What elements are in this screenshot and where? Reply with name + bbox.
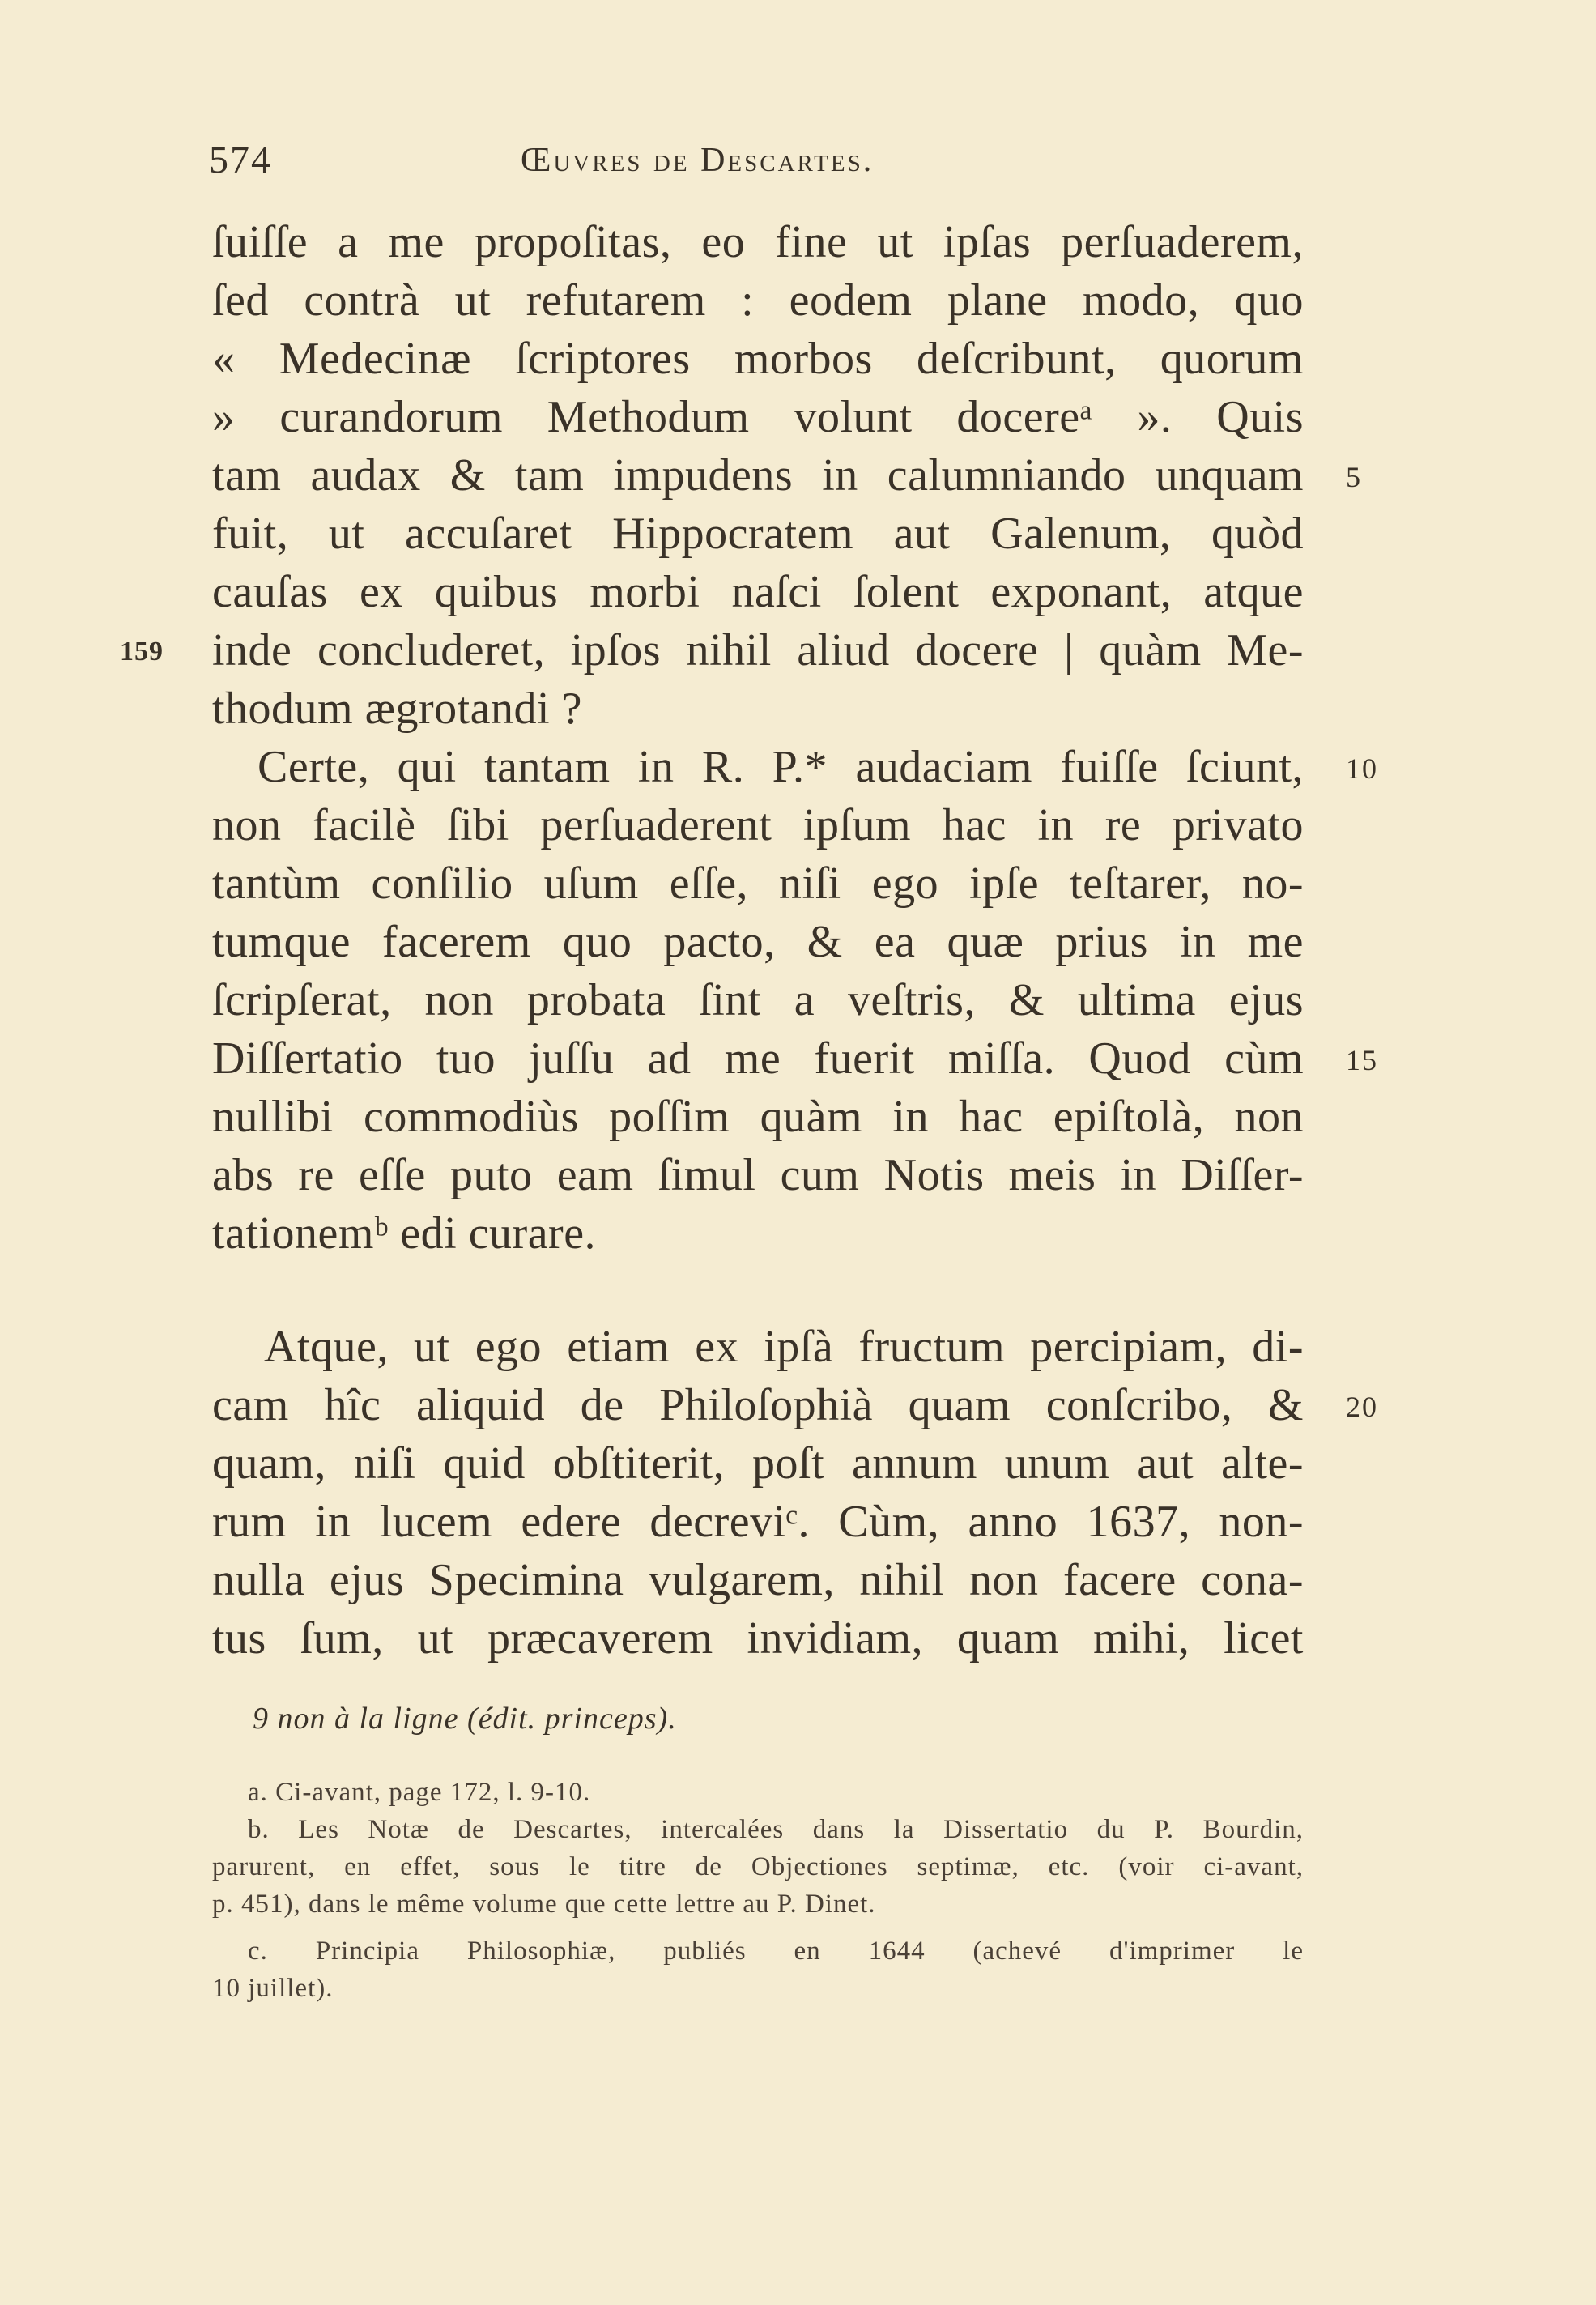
text-line: thodum ægrotandi ? bbox=[212, 684, 582, 734]
text-line: ſed contrà ut refutarem : eodem plane modo, quo bbox=[212, 275, 1304, 326]
text-line: non facilè ſibi perſuaderent ipſum hac in re privato bbox=[212, 800, 1304, 850]
text-line: cauſas ex quibus morbi naſci ſolent exponant, atque bbox=[212, 567, 1304, 617]
text-line: tantùm conſilio uſum eſſe, niſi ego ipſe teſtarer, no- bbox=[212, 859, 1304, 909]
text-line: fuit, ut accuſaret Hippocratem aut Galenum, quòd bbox=[212, 509, 1304, 559]
page-number: 574 bbox=[209, 138, 272, 181]
text-line: « Medecinæ ſcriptores morbos deſcribunt, quorum bbox=[212, 334, 1304, 384]
text-line: nullibi commodiùs poſſim quàm in hac epiſtolà, non bbox=[212, 1092, 1304, 1142]
text-line: rum in lucem edere decreviᶜ. Cùm, anno 1637, non- bbox=[212, 1497, 1304, 1547]
text-line: tus ſum, ut præcaverem invidiam, quam mihi, licet bbox=[212, 1613, 1304, 1664]
footnote: 10 juillet). bbox=[212, 1974, 334, 2003]
text-line: abs re eſſe puto eam ſimul cum Notis meis in Diſſer- bbox=[212, 1150, 1304, 1200]
text-line: tam audax & tam impudens in calumniando unquam bbox=[212, 450, 1304, 501]
text-line: Certe, qui tantam in R. P.* audaciam fuiſſe ſciunt, bbox=[257, 742, 1304, 792]
text-line: Diſſertatio tuo juſſu ad me fuerit miſſa. Quod cùm bbox=[212, 1033, 1304, 1084]
original-page-marker: 159 bbox=[120, 637, 164, 667]
text-line: inde concluderet, ipſos nihil aliud docere | quàm Me- bbox=[212, 625, 1304, 675]
text-line: » curandorum Methodum volunt docereᵃ ». Quis bbox=[212, 392, 1304, 442]
page-header bbox=[209, 138, 1304, 186]
footnote: b. Les Notæ de Descartes, intercalées dans la Dissertatio du P. Bourdin, bbox=[248, 1815, 1304, 1844]
line-number: 15 bbox=[1346, 1044, 1378, 1076]
text-line: cam hîc aliquid de Philoſophià quam conſcribo, & bbox=[212, 1380, 1304, 1430]
variant-note: 9 non à la ligne (édit. princeps). bbox=[253, 1702, 677, 1736]
text-line: quam, niſi quid obſtiterit, poſt annum unum aut alte- bbox=[212, 1438, 1304, 1489]
text-line: tationemᵇ edi curare. bbox=[212, 1208, 597, 1259]
text-line: Atque, ut ego etiam ex ipſà fructum percipiam, di- bbox=[264, 1322, 1304, 1372]
text-line: ſuiſſe a me propoſitas, eo fine ut ipſas perſuaderem, bbox=[212, 217, 1304, 267]
line-number: 20 bbox=[1346, 1391, 1378, 1423]
text-line: tumque facerem quo pacto, & ea quæ prius in me bbox=[212, 917, 1304, 967]
footnote: p. 451), dans le même volume que cette lettre au P. Dinet. bbox=[212, 1890, 876, 1919]
running-title: Œuvres de Descartes. bbox=[521, 142, 875, 179]
line-number: 10 bbox=[1346, 752, 1378, 785]
footnote: c. Principia Philosophiæ, publiés en 1644 (achevé d'imprimer le bbox=[248, 1936, 1304, 1966]
footnote: parurent, en effet, sous le titre de Objectiones septimæ, etc. (voir ci-avant, bbox=[212, 1852, 1304, 1881]
footnote: a. Ci-avant, page 172, l. 9-10. bbox=[248, 1778, 591, 1807]
line-number: 5 bbox=[1346, 461, 1362, 493]
text-line: ſcripſerat, non probata ſint a veſtris, & ultima ejus bbox=[212, 975, 1304, 1025]
text-line: nulla ejus Specimina vulgarem, nihil non facere cona- bbox=[212, 1555, 1304, 1605]
